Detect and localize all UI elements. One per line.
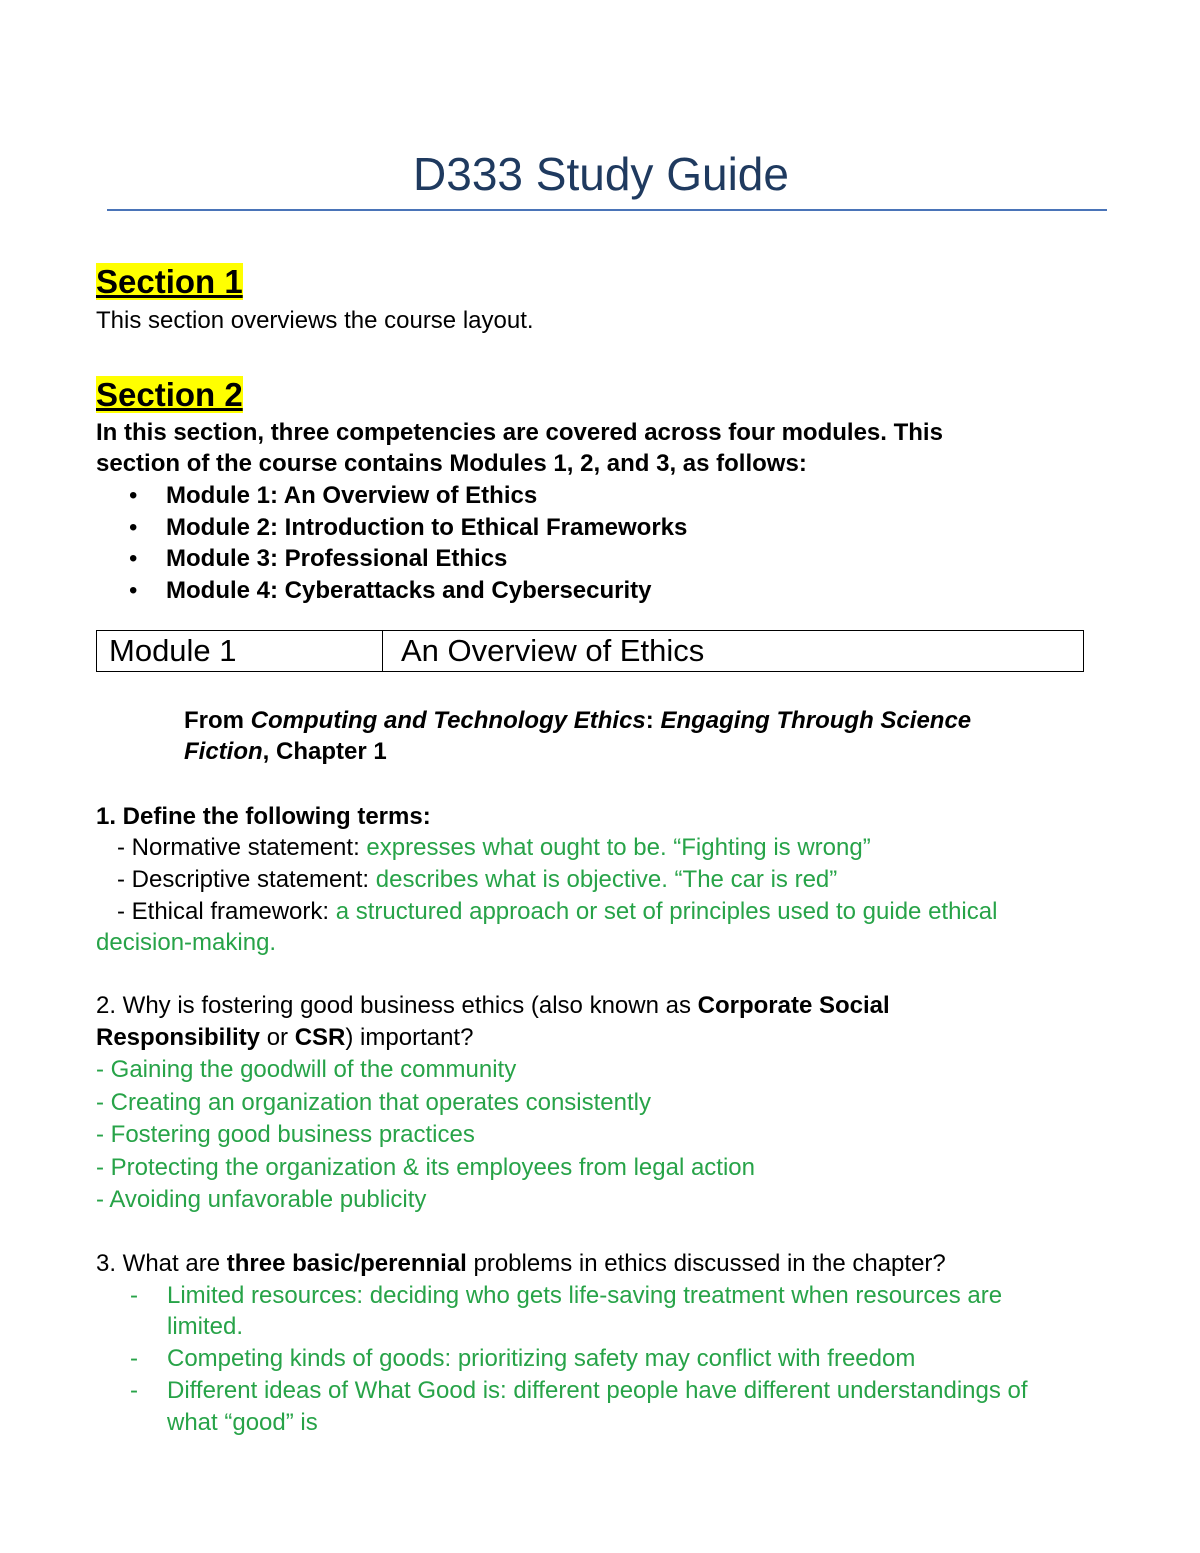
question-3-prompt: 3. What are three basic/perennial problems in ethics discussed in the chapter? (96, 1250, 946, 1277)
question-2-prompt-line-2: Responsibility or CSR) important? (96, 1024, 474, 1051)
module-table-label: Module 1 (97, 631, 383, 671)
bullet-icon: • (129, 545, 138, 572)
dash-bullet-icon: - (130, 1282, 138, 1309)
list-item-cont: what “good” is (167, 1409, 318, 1436)
list-item: Limited resources: deciding who gets life-saving treatment when resources are (167, 1282, 1003, 1309)
list-item: • Module 3: Professional Ethics (96, 543, 687, 575)
list-item: Different ideas of What Good is: different people have different understandings of (167, 1377, 1028, 1404)
bullet-icon: • (129, 513, 138, 541)
list-item: - Fostering good business practices (96, 1121, 475, 1148)
question-2-prompt-line-1: 2. Why is fostering good business ethics (also known as Corporate Social (96, 992, 890, 1019)
list-item-cont: limited. (167, 1313, 244, 1340)
section-1-heading: Section 1 (96, 263, 243, 300)
term-ethical-framework-cont: decision-making. (96, 929, 277, 956)
list-item: • Module 1: An Overview of Ethics (96, 480, 687, 512)
term-descriptive: - Descriptive statement: describes what is objective. “The car is red” (117, 866, 838, 893)
list-item: - Protecting the organization & its employees from legal action (96, 1154, 756, 1181)
term-ethical-framework: - Ethical framework: a structured approach or set of principles used to guide ethical (117, 898, 998, 925)
document-title: D333 Study Guide (413, 148, 789, 200)
dash-bullet-icon: - (130, 1377, 138, 1404)
list-item: - Gaining the goodwill of the community (96, 1056, 517, 1083)
source-line-1: From Computing and Technology Ethics: Engaging Through Science (184, 707, 972, 734)
section-2-intro-line-2: section of the course contains Modules 1, 2, and 3, as follows: (96, 450, 807, 477)
source-line-2: Fiction, Chapter 1 (184, 738, 387, 765)
title-divider (107, 209, 1107, 211)
section-2-intro-line-1: In this section, three competencies are covered across four modules. This (96, 419, 943, 446)
bullet-icon: • (129, 576, 138, 604)
bullet-icon: • (129, 482, 138, 509)
list-item: - Creating an organization that operates consistently (96, 1089, 651, 1116)
list-item: Competing kinds of goods: prioritizing safety may conflict with freedom (167, 1345, 916, 1372)
module-table-name: An Overview of Ethics (401, 633, 705, 668)
list-item: • Module 2: Introduction to Ethical Frameworks (96, 512, 687, 544)
module-table (96, 630, 1084, 672)
module-list (96, 480, 687, 606)
question-1-prompt: 1. Define the following terms: (96, 803, 431, 830)
dash-bullet-icon: - (130, 1345, 138, 1372)
section-2-heading: Section 2 (96, 376, 243, 413)
list-item: - Avoiding unfavorable publicity (96, 1186, 427, 1213)
section-1-text: This section overviews the course layout. (96, 307, 534, 334)
term-normative: - Normative statement: expresses what ought to be. “Fighting is wrong” (117, 834, 871, 861)
list-item: • Module 4: Cyberattacks and Cybersecurity (96, 575, 687, 607)
